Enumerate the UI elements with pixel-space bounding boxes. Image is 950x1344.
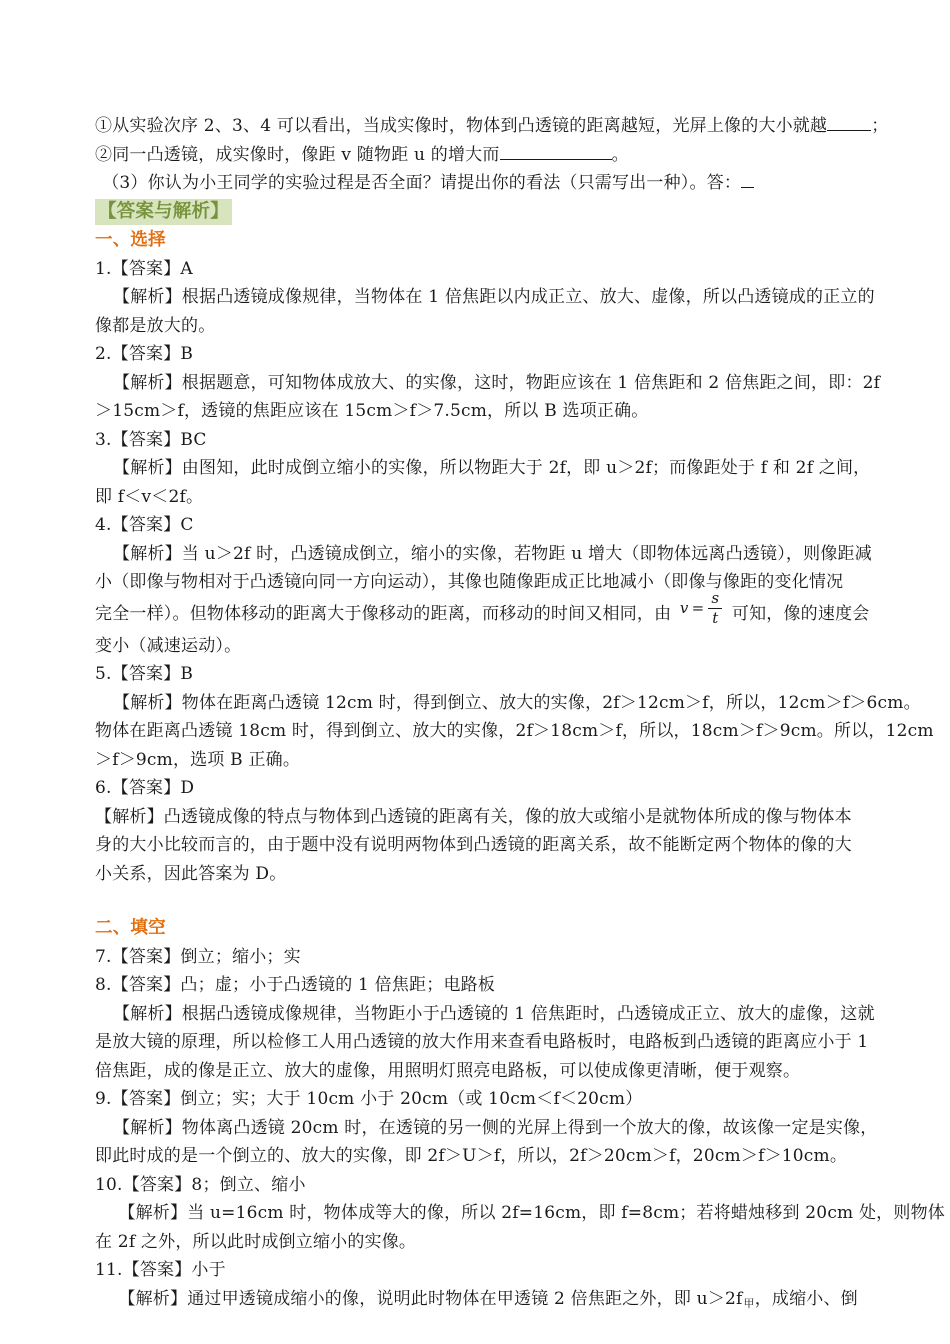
analysis-5 [95, 689, 921, 718]
text-run: 11.【答案】小于 [95, 1260, 226, 1280]
velocity-formula: v = $\frac{s}{t}$ [677, 591, 726, 626]
analysis-9-cont [95, 1142, 860, 1171]
analysis-4-formula-line [95, 588, 870, 632]
section-1-choice-header: 一、选择 [95, 230, 166, 250]
text-run: 【解析】物体在距离凸透镜 12cm 时，得到倒立、放大的实像，2f＞12cm＞f，所以，12cm＞f＞6cm。 [113, 692, 921, 713]
text-run: 5.【答案】B [95, 664, 194, 684]
answer-8 [95, 971, 860, 1000]
text-run: ②同一凸透镜，成实像时，像距 v 随物距 u 的增大而 [95, 144, 500, 165]
analysis-2 [95, 369, 881, 398]
analysis-4-cont-2 [95, 632, 860, 661]
question-subpart-3 [95, 169, 860, 198]
analysis-5-cont-1 [95, 717, 934, 746]
text-run: 9.【答案】倒立；实；大于 10cm 小于 20cm（或 10cm＜f＜20cm） [95, 1089, 643, 1109]
answer-9 [95, 1085, 860, 1114]
text-run: 3.【答案】BC [95, 429, 207, 450]
text-run: 【解析】凸透镜成像的特点与物体到凸透镜的距离有关，像的放大或缩小是就物体所成的像与物体本 [95, 806, 852, 827]
text-run: 即此时成的是一个倒立的、放大的实像，即 2f＞U＞f，所以，2f＞20cm＞f，20cm＞f＞10cm。 [95, 1146, 848, 1166]
analysis-4 [95, 540, 872, 569]
analysis-3-cont [95, 483, 860, 512]
answer-10 [95, 1171, 860, 1200]
analysis-6-cont-1 [95, 831, 860, 860]
section-2-fill-header: 二、填空 [95, 918, 166, 938]
answer-5 [95, 660, 860, 689]
text-run: 完全一样）。但物体移动的距离大于像移动的距离，而移动的时间又相同，由 [95, 603, 677, 624]
text-run: ＞f＞9cm，选项 B 正确。 [95, 749, 301, 770]
text-run: 在 2f 之外，所以此时成倒立缩小的实像。 [95, 1231, 417, 1252]
answer-3 [95, 426, 860, 455]
answer-1 [95, 255, 860, 284]
text-run: 【解析】通过甲透镜成缩小的像，说明此时物体在甲透镜 2 倍焦距之外，即 u＞2f [118, 1288, 743, 1309]
analysis-11 [95, 1285, 860, 1319]
text-run: 【解析】物体离凸透镜 20cm 时，在透镜的另一侧的光屏上得到一个放大的像，故该像一定是实像， [113, 1117, 878, 1138]
text-run: 物体在距离凸透镜 18cm 时，得到倒立、放大的实像，2f＞18cm＞f，所以，18cm＞f＞9cm。所以，12cm [95, 721, 934, 741]
analysis-2-cont [95, 397, 860, 426]
analysis-1-cont [95, 312, 860, 341]
text-run: 是放大镜的原理，所以检修工人用凸透镜的放大作用来查看电路板时，电路板到凸透镜的距离应小于 1 [95, 1032, 869, 1052]
analysis-8-cont-1 [95, 1028, 869, 1057]
analysis-4-cont-1 [95, 568, 860, 597]
analysis-8 [95, 1000, 875, 1029]
text-run: 4.【答案】C [95, 515, 194, 535]
text-run: 6.【答案】D [95, 778, 195, 798]
answer-7 [95, 943, 860, 972]
text-run: ①从实验次序 2、3、4 可以看出，当成实像时，物体到凸透镜的距离越短，光屏上像的大小就越 [95, 116, 828, 136]
text-run: 小关系，因此答案为 D。 [95, 863, 287, 884]
blank-underline [741, 172, 754, 188]
subscript-text: 甲 [743, 1296, 755, 1310]
text-run: 【解析】根据凸透镜成像规律，当物体在 1 倍焦距以内成正立、放大、虚像，所以凸透镜成的正立的 [113, 287, 875, 307]
text-run: 像都是放大的。 [95, 315, 216, 336]
text-run: 【解析】当 u=16cm 时，物体成等大的像，所以 2f=16cm，即 f=8cm；若将蜡烛移到 20cm 处，则物体 [118, 1203, 945, 1223]
blank-underline [500, 144, 612, 160]
analysis-6 [95, 803, 860, 832]
text-run: 【解析】根据凸透镜成像规律，当物距小于凸透镜的 1 倍焦距时，凸透镜成正立、放大的虚像，这就 [113, 1003, 875, 1024]
text-run: 。 [611, 144, 629, 165]
analysis-9 [95, 1114, 878, 1143]
analysis-3 [95, 454, 871, 483]
answer-11 [95, 1256, 860, 1285]
text-run: 身的大小比较而言的，由于题中没有说明两物体到凸透镜的距离关系，故不能断定两个物体的像的大 [95, 835, 852, 855]
analysis-6-cont-2 [95, 860, 860, 889]
analysis-1 [95, 283, 875, 312]
text-run: 小（即像与物相对于凸透镜向同一方向运动），其像也随像距成正比地减小（即像与像距的变化情况 [95, 572, 844, 592]
blank-underline [827, 115, 871, 131]
text-run: 可知，像的速度会 [726, 603, 870, 624]
text-run: 倍焦距，成的像是正立、放大的虚像，用照明灯照亮电路板，可以使成像更清晰，便于观察。 [95, 1060, 801, 1081]
text-run: 7.【答案】倒立；缩小；实 [95, 946, 301, 967]
text-run: 10.【答案】8；倒立、缩小 [95, 1174, 306, 1195]
text-run: 【解析】根据题意，可知物体成放大、的实像，这时，物距应该在 1 倍焦距和 2 倍焦距之间，即：2f [113, 372, 881, 393]
text-run: 1.【答案】A [95, 258, 193, 279]
analysis-5-cont-2 [95, 746, 860, 775]
document-body [95, 112, 945, 1318]
answer-4 [95, 511, 860, 540]
text-run: 【解析】当 u＞2f 时，凸透镜成倒立，缩小的实像，若物距 u 增大（即物体远离凸透镜），则像距减 [113, 543, 872, 564]
text-run: ＞15cm＞f，透镜的焦距应该在 15cm＞f＞7.5cm，所以 B 选项正确。 [95, 401, 649, 421]
text-run: 【解析】由图知，此时成倒立缩小的实像，所以物距大于 2f，即 u＞2f；而像距处于 f 和 2f 之间， [113, 458, 871, 478]
question-subpart-2 [95, 141, 860, 170]
text-run: 即 f＜v＜2f。 [95, 486, 204, 507]
answer-2 [95, 340, 860, 369]
text-run: 8.【答案】凸；虚；小于凸透镜的 1 倍焦距；电路板 [95, 975, 496, 995]
text-run: 变小（减速运动）。 [95, 635, 242, 656]
answers-and-analysis-header [95, 198, 860, 227]
analysis-10-cont [95, 1228, 860, 1257]
text-run: ； [871, 116, 889, 136]
text-run: （3）你认为小王同学的实验过程是否全面？请提出你的看法（只需写出一种）。答： [102, 173, 742, 193]
analysis-10 [95, 1199, 945, 1228]
text-run: 2.【答案】B [95, 344, 194, 364]
text-run: ，成缩小、倒 [754, 1288, 858, 1309]
answer-6 [95, 774, 860, 803]
analysis-8-cont-2 [95, 1057, 860, 1086]
question-subpart-1 [95, 112, 889, 141]
highlighted-header-text: 【答案与解析】 [95, 199, 232, 225]
